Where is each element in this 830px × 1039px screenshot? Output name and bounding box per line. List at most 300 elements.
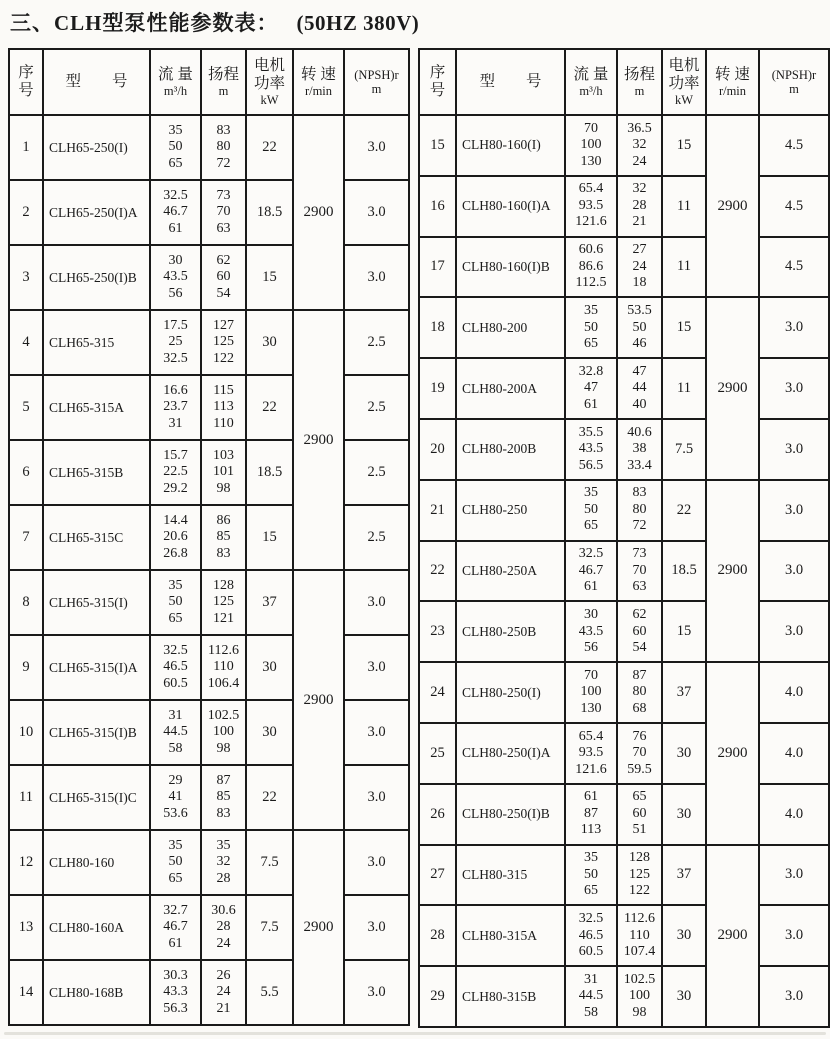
header-label <box>420 64 455 100</box>
value-line: 50 <box>168 854 183 870</box>
value-line: 24 <box>216 935 231 951</box>
cell-power: 30 <box>662 905 706 966</box>
cell-model: CLH80-168B <box>43 960 150 1025</box>
value-line: 65 <box>584 518 598 534</box>
cell-head <box>617 662 662 723</box>
value-line: 61 <box>584 579 598 595</box>
value-line: 76 <box>632 728 647 744</box>
cell-speed: 2900 <box>706 115 759 297</box>
value-line: 106.4 <box>207 675 240 691</box>
value-line: 32 <box>632 181 647 197</box>
cell-npsh: 3.0 <box>344 635 409 700</box>
value-line: 43.5 <box>163 269 188 285</box>
cell-head <box>201 245 246 310</box>
cell-npsh: 3.0 <box>759 966 829 1027</box>
value-line: 16.6 <box>163 382 188 398</box>
value-line: 35.5 <box>578 424 604 440</box>
cell-power: 22 <box>246 115 293 180</box>
value-line: 62 <box>216 252 231 268</box>
cell-flow <box>565 297 617 358</box>
cell-no: 1 <box>9 115 43 180</box>
value-line: 65 <box>168 155 183 171</box>
value-line: 65.4 <box>578 728 604 744</box>
table-row <box>9 440 409 505</box>
cell-flow <box>565 115 617 176</box>
col-header-speed <box>706 49 759 115</box>
cell-head <box>201 115 246 180</box>
value-line: 43.5 <box>578 623 604 639</box>
cell-model: CLH65-315(I) <box>43 570 150 635</box>
cell-power: 30 <box>246 700 293 765</box>
page-title <box>10 7 419 37</box>
value-line: 43.3 <box>163 984 188 1000</box>
value-line: 24 <box>632 258 647 274</box>
cell-model: CLH80-160A <box>43 895 150 960</box>
cell-flow <box>150 245 201 310</box>
cell-power: 18.5 <box>662 541 706 602</box>
cell-flow <box>565 723 617 784</box>
value-line: 50 <box>584 319 598 335</box>
value-line: 86.6 <box>578 258 604 274</box>
table-row <box>419 723 829 784</box>
value-line: 73 <box>216 187 231 203</box>
cell-head <box>617 784 662 845</box>
cell-npsh: 3.0 <box>759 845 829 906</box>
cell-model: CLH65-315B <box>43 440 150 505</box>
header-label <box>345 68 408 96</box>
value-line: 130 <box>580 153 602 169</box>
header-line: r/min <box>718 84 747 98</box>
value-line: 46.7 <box>163 919 188 935</box>
value-line: 28 <box>632 197 647 213</box>
header-label <box>566 66 616 98</box>
value-line: 53.5 <box>627 303 652 319</box>
cell-npsh: 4.0 <box>759 784 829 845</box>
value-line: 50 <box>584 501 598 517</box>
header-label <box>457 73 564 91</box>
cell-npsh: 2.5 <box>344 505 409 570</box>
cell-speed: 2900 <box>293 570 344 830</box>
cell-npsh: 3.0 <box>759 541 829 602</box>
value-line: 93.5 <box>578 745 604 761</box>
value-line: 24 <box>216 984 231 1000</box>
header-line: kW <box>674 93 694 107</box>
value-line: 61 <box>168 220 183 236</box>
value-line: 68 <box>632 700 647 716</box>
cell-flow <box>150 830 201 895</box>
cell-no: 28 <box>419 905 456 966</box>
value-line: 83 <box>216 805 231 821</box>
value-line: 87 <box>216 772 231 788</box>
cell-power: 15 <box>246 505 293 570</box>
cell-flow <box>150 115 201 180</box>
value-line: 62 <box>632 607 647 623</box>
col-header-no <box>419 49 456 115</box>
cell-flow <box>150 635 201 700</box>
table-row <box>419 845 829 906</box>
cell-power: 37 <box>246 570 293 635</box>
value-line: 50 <box>168 139 183 155</box>
cell-model: CLH65-315(I)A <box>43 635 150 700</box>
col-header-flow <box>150 49 201 115</box>
value-line: 93.5 <box>578 197 604 213</box>
cell-flow <box>150 700 201 765</box>
header-label <box>247 57 292 107</box>
cell-npsh: 3.0 <box>344 180 409 245</box>
header-row <box>9 49 409 115</box>
cell-model: CLH80-160(I) <box>456 115 565 176</box>
header-line: 转 速 <box>715 66 750 83</box>
cell-npsh: 4.0 <box>759 723 829 784</box>
header-label <box>707 66 758 98</box>
value-line: 112.6 <box>624 911 655 926</box>
header-line: m <box>634 84 645 98</box>
value-line: 80 <box>216 139 231 155</box>
col-header-npsh <box>759 49 829 115</box>
value-line: 85 <box>216 529 231 545</box>
header-label <box>663 57 705 107</box>
table-row <box>9 375 409 440</box>
value-line: 35 <box>584 850 598 866</box>
value-line: 70 <box>632 562 647 578</box>
value-line: 113 <box>213 399 234 415</box>
cell-no: 22 <box>419 541 456 602</box>
cell-no: 13 <box>9 895 43 960</box>
header-line: 电机 <box>253 57 285 74</box>
cell-head <box>617 966 662 1027</box>
cell-power: 15 <box>246 245 293 310</box>
cell-no: 19 <box>419 358 456 419</box>
value-line: 50 <box>168 594 183 610</box>
value-line: 128 <box>213 577 234 593</box>
value-line: 26.8 <box>163 545 188 561</box>
cell-power: 15 <box>662 297 706 358</box>
cell-flow <box>565 905 617 966</box>
value-line: 98 <box>216 480 231 496</box>
value-line: 40 <box>632 396 647 412</box>
value-line: 20.6 <box>163 529 188 545</box>
table-row <box>419 419 829 480</box>
cell-npsh: 3.0 <box>344 895 409 960</box>
cell-head <box>201 375 246 440</box>
header-line: r/min <box>304 84 333 98</box>
cell-head <box>201 960 246 1025</box>
value-line: 29 <box>168 772 183 788</box>
value-line: 128 <box>629 850 650 866</box>
cell-no: 26 <box>419 784 456 845</box>
value-line: 44.5 <box>578 988 604 1004</box>
cell-model: CLH80-200B <box>456 419 565 480</box>
value-line: 125 <box>629 866 650 882</box>
cell-head <box>201 635 246 700</box>
value-line: 50 <box>632 319 647 335</box>
value-line: 28 <box>216 870 231 886</box>
table-row <box>419 601 829 662</box>
value-line: 21 <box>632 214 647 230</box>
value-line: 65 <box>168 870 183 886</box>
value-line: 103 <box>213 447 234 463</box>
table-row <box>9 245 409 310</box>
header-line: 序 <box>429 64 446 81</box>
value-line: 65 <box>584 883 598 899</box>
cell-power: 22 <box>246 765 293 830</box>
table-row <box>9 830 409 895</box>
pump-table-left <box>8 48 410 1026</box>
col-header-model <box>43 49 150 115</box>
value-line: 35 <box>584 485 598 501</box>
value-line: 44.5 <box>163 724 188 740</box>
cell-flow <box>150 570 201 635</box>
cell-no: 9 <box>9 635 43 700</box>
cell-head <box>617 905 662 966</box>
cell-npsh: 3.0 <box>344 765 409 830</box>
cell-no: 29 <box>419 966 456 1027</box>
value-line: 17.5 <box>163 317 188 333</box>
cell-model: CLH80-200 <box>456 297 565 358</box>
cell-power: 7.5 <box>662 419 706 480</box>
value-line: 25 <box>168 334 183 350</box>
value-line: 63 <box>632 579 647 595</box>
cell-flow <box>565 662 617 723</box>
header-label <box>294 66 343 98</box>
header-label <box>151 66 200 98</box>
table-row <box>9 960 409 1025</box>
value-line: 65 <box>584 336 598 352</box>
header-line: 号 <box>429 82 446 99</box>
cell-no: 11 <box>9 765 43 830</box>
cell-head <box>201 895 246 960</box>
value-line: 72 <box>632 518 647 534</box>
value-line: 32.5 <box>163 350 188 366</box>
header-line: m <box>789 82 799 96</box>
cell-speed: 2900 <box>293 830 344 1025</box>
cell-model: CLH80-315A <box>456 905 565 966</box>
value-line: 46 <box>632 336 647 352</box>
value-line: 35 <box>216 837 231 853</box>
cell-speed: 2900 <box>706 662 759 844</box>
value-line: 15.7 <box>163 447 188 463</box>
value-line: 32.5 <box>163 187 188 203</box>
value-line: 32.8 <box>578 363 604 379</box>
header-line: 序 <box>18 64 34 81</box>
cell-speed: 2900 <box>293 115 344 310</box>
cell-flow <box>565 784 617 845</box>
table-row <box>419 905 829 966</box>
cell-flow <box>565 419 617 480</box>
cell-model: CLH80-250A <box>456 541 565 602</box>
value-line: 121.6 <box>575 761 607 777</box>
value-line: 60 <box>632 623 647 639</box>
value-line: 30.3 <box>163 967 188 983</box>
value-line: 46.5 <box>578 927 604 943</box>
value-line: 127 <box>213 317 234 333</box>
cell-flow <box>565 358 617 419</box>
cell-npsh: 3.0 <box>344 570 409 635</box>
cell-flow <box>565 480 617 541</box>
cell-npsh: 3.0 <box>759 480 829 541</box>
cell-no: 5 <box>9 375 43 440</box>
value-line: 110 <box>629 927 650 943</box>
page-title-spec: (50HZ 380V) <box>296 11 420 35</box>
value-line: 27 <box>632 242 647 258</box>
cell-head <box>617 601 662 662</box>
table-row <box>9 570 409 635</box>
value-line: 58 <box>584 1004 598 1020</box>
cell-no: 10 <box>9 700 43 765</box>
cell-npsh: 3.0 <box>759 905 829 966</box>
header-line: 转 速 <box>301 66 336 83</box>
header-line: 号 <box>18 82 34 99</box>
cell-head <box>201 700 246 765</box>
table-row <box>419 966 829 1027</box>
value-line: 14.4 <box>163 512 188 528</box>
scan-shadow-line <box>4 1032 826 1035</box>
cell-power: 18.5 <box>246 180 293 245</box>
value-line: 31 <box>168 415 183 431</box>
value-line: 56.3 <box>163 1000 188 1016</box>
cell-flow <box>565 601 617 662</box>
value-line: 60.6 <box>578 242 604 258</box>
cell-npsh: 2.5 <box>344 440 409 505</box>
value-line: 102.5 <box>207 707 240 723</box>
cell-npsh: 2.5 <box>344 310 409 375</box>
table-row <box>419 237 829 298</box>
cell-npsh: 3.0 <box>759 297 829 358</box>
col-header-flow <box>565 49 617 115</box>
header-line: 型 号 <box>479 73 542 90</box>
value-line: 58 <box>168 740 183 756</box>
value-line: 56.5 <box>578 457 604 473</box>
value-line: 70 <box>632 745 647 761</box>
value-line: 70 <box>216 204 231 220</box>
cell-head <box>617 480 662 541</box>
value-line: 47 <box>632 363 647 379</box>
cell-flow <box>565 176 617 237</box>
header-row <box>419 49 829 115</box>
value-line: 112.6 <box>208 642 239 658</box>
cell-power: 11 <box>662 358 706 419</box>
col-header-head <box>617 49 662 115</box>
value-line: 32.5 <box>578 546 604 562</box>
value-line: 110 <box>213 415 234 431</box>
cell-power: 5.5 <box>246 960 293 1025</box>
cell-power: 30 <box>662 966 706 1027</box>
value-line: 30 <box>168 252 183 268</box>
value-line: 46.7 <box>163 204 188 220</box>
table-row <box>9 115 409 180</box>
cell-model: CLH65-250(I)A <box>43 180 150 245</box>
value-line: 56 <box>584 640 598 656</box>
value-line: 65 <box>168 610 183 626</box>
value-line: 32.5 <box>163 642 188 658</box>
cell-speed: 2900 <box>706 297 759 479</box>
table-row <box>9 635 409 700</box>
value-line: 40.6 <box>627 424 652 440</box>
cell-power: 37 <box>662 662 706 723</box>
cell-no: 24 <box>419 662 456 723</box>
cell-npsh: 4.5 <box>759 115 829 176</box>
cell-no: 16 <box>419 176 456 237</box>
cell-flow <box>565 541 617 602</box>
value-line: 60.5 <box>578 944 604 959</box>
header-label <box>618 66 661 98</box>
table-row <box>419 541 829 602</box>
cell-no: 15 <box>419 115 456 176</box>
value-line: 41 <box>168 789 183 805</box>
value-line: 46.5 <box>163 659 188 675</box>
table-row <box>419 480 829 541</box>
header-line: 型 号 <box>65 73 128 90</box>
cell-head <box>617 541 662 602</box>
cell-no: 4 <box>9 310 43 375</box>
cell-flow <box>150 960 201 1025</box>
value-line: 51 <box>632 822 647 838</box>
header-line: 电机 <box>668 57 700 74</box>
value-line: 46.7 <box>578 562 604 578</box>
value-line: 112.5 <box>575 275 607 291</box>
value-line: 32.5 <box>578 911 604 926</box>
table-row <box>419 297 829 358</box>
page-title-text: 三、CLH型泵性能参数表： <box>10 11 279 35</box>
cell-no: 21 <box>419 480 456 541</box>
value-line: 101 <box>213 464 234 480</box>
col-header-power <box>246 49 293 115</box>
cell-npsh: 4.5 <box>759 176 829 237</box>
value-line: 35 <box>584 303 598 319</box>
cell-no: 18 <box>419 297 456 358</box>
cell-no: 25 <box>419 723 456 784</box>
value-line: 44 <box>632 380 647 396</box>
value-line: 100 <box>213 724 234 740</box>
cell-no: 27 <box>419 845 456 906</box>
value-line: 30.6 <box>211 902 236 918</box>
cell-no: 23 <box>419 601 456 662</box>
cell-power: 11 <box>662 237 706 298</box>
value-line: 87 <box>632 667 647 683</box>
header-label <box>10 64 42 100</box>
cell-head <box>617 723 662 784</box>
table-row <box>419 358 829 419</box>
table-row <box>9 700 409 765</box>
cell-npsh: 2.5 <box>344 375 409 440</box>
col-header-model <box>456 49 565 115</box>
cell-npsh: 3.0 <box>344 830 409 895</box>
cell-head <box>201 180 246 245</box>
header-label <box>760 68 828 96</box>
cell-model: CLH65-315(I)C <box>43 765 150 830</box>
header-line: kW <box>260 93 279 107</box>
table-row <box>9 505 409 570</box>
value-line: 125 <box>213 334 234 350</box>
value-line: 32.7 <box>163 902 188 918</box>
cell-power: 30 <box>246 310 293 375</box>
value-line: 23.7 <box>163 399 188 415</box>
cell-model: CLH80-250(I)B <box>456 784 565 845</box>
cell-model: CLH80-200A <box>456 358 565 419</box>
table-row <box>419 115 829 176</box>
cell-flow <box>150 440 201 505</box>
value-line: 38 <box>632 441 647 457</box>
value-line: 50 <box>584 866 598 882</box>
value-line: 125 <box>213 594 234 610</box>
cell-no: 17 <box>419 237 456 298</box>
value-line: 32 <box>632 137 647 153</box>
value-line: 32 <box>216 854 231 870</box>
value-line: 63 <box>216 220 231 236</box>
value-line: 130 <box>580 700 602 716</box>
header-line: m <box>218 84 229 98</box>
value-line: 100 <box>580 684 602 700</box>
